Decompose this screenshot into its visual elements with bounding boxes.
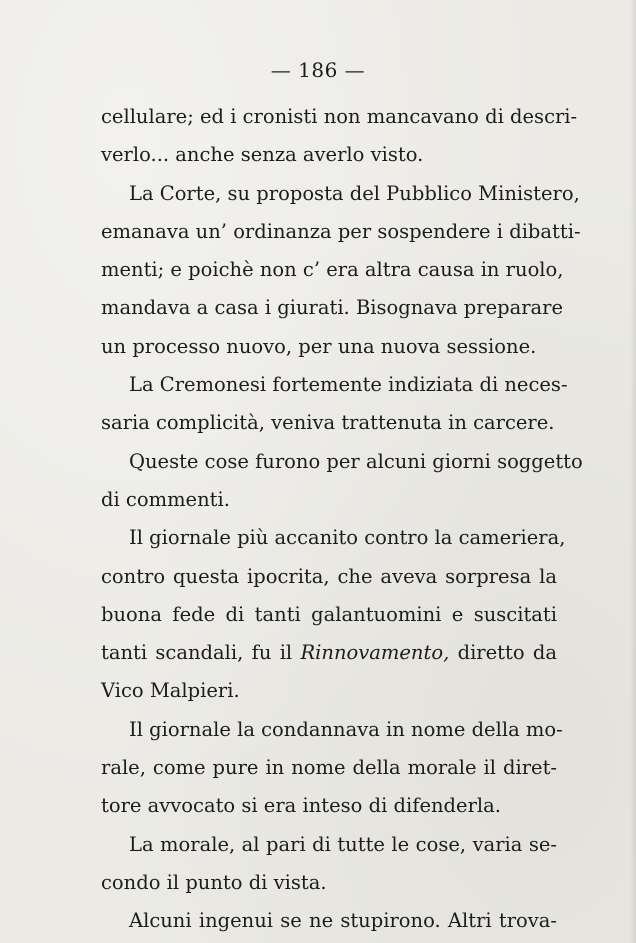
- text-line: tore avvocato si era inteso di difenderla.: [101, 794, 501, 818]
- newspaper-title: Rinnovamento,: [300, 641, 450, 665]
- text-line: cellulare; ed i cronisti non mancavano di descri-: [101, 105, 578, 128]
- text-line: buona fede di tanti galantuomini e suscitati: [101, 602, 557, 626]
- text-line: La Corte, su proposta del Pubblico Ministero,: [129, 181, 580, 205]
- text-line: [101, 634, 557, 672]
- text-line: Il giornale la condannava in nome della mo-: [129, 717, 563, 741]
- text-line: Queste cose furono per alcuni giorni soggetto: [129, 449, 583, 473]
- text-line: rale, come pure in nome della morale il diret-: [101, 756, 557, 780]
- text-segment: tanti scandali, fu il: [101, 641, 301, 665]
- text-line: un processo nuovo, per una nuova sessione.: [101, 334, 537, 358]
- text-line: La morale, al pari di tutte le cose, varia se-: [129, 832, 557, 856]
- text-line: Alcuni ingenui se ne stupirono. Altri trova-: [129, 909, 557, 933]
- page-number: — 186 —: [270, 58, 366, 82]
- page-edge-shadow: [630, 0, 636, 943]
- text-line: saria complicità, veniva trattenuta in carcere.: [101, 411, 555, 435]
- body-text: [101, 98, 583, 941]
- text-line: verlo... anche senza averlo visto.: [101, 143, 424, 167]
- text-line: La Cremonesi fortemente indiziata di neces-: [129, 373, 568, 397]
- text-line: contro questa ipocrita, che aveva sorpresa la: [101, 564, 557, 588]
- text-line: condo il punto di vista.: [101, 870, 327, 894]
- text-line: Vico Malpieri.: [101, 679, 240, 703]
- text-line: Il giornale più accanito contro la cameriera,: [129, 526, 566, 550]
- text-line: mandava a casa i giurati. Bisognava preparare: [101, 296, 564, 320]
- text-line: di commenti.: [101, 487, 230, 511]
- text-segment: diretto da: [449, 641, 558, 665]
- text-line: emanava un’ ordinanza per sospendere i dibatti-: [101, 219, 581, 243]
- text-line: menti; e poichè non c’ era altra causa in ruolo,: [101, 258, 564, 282]
